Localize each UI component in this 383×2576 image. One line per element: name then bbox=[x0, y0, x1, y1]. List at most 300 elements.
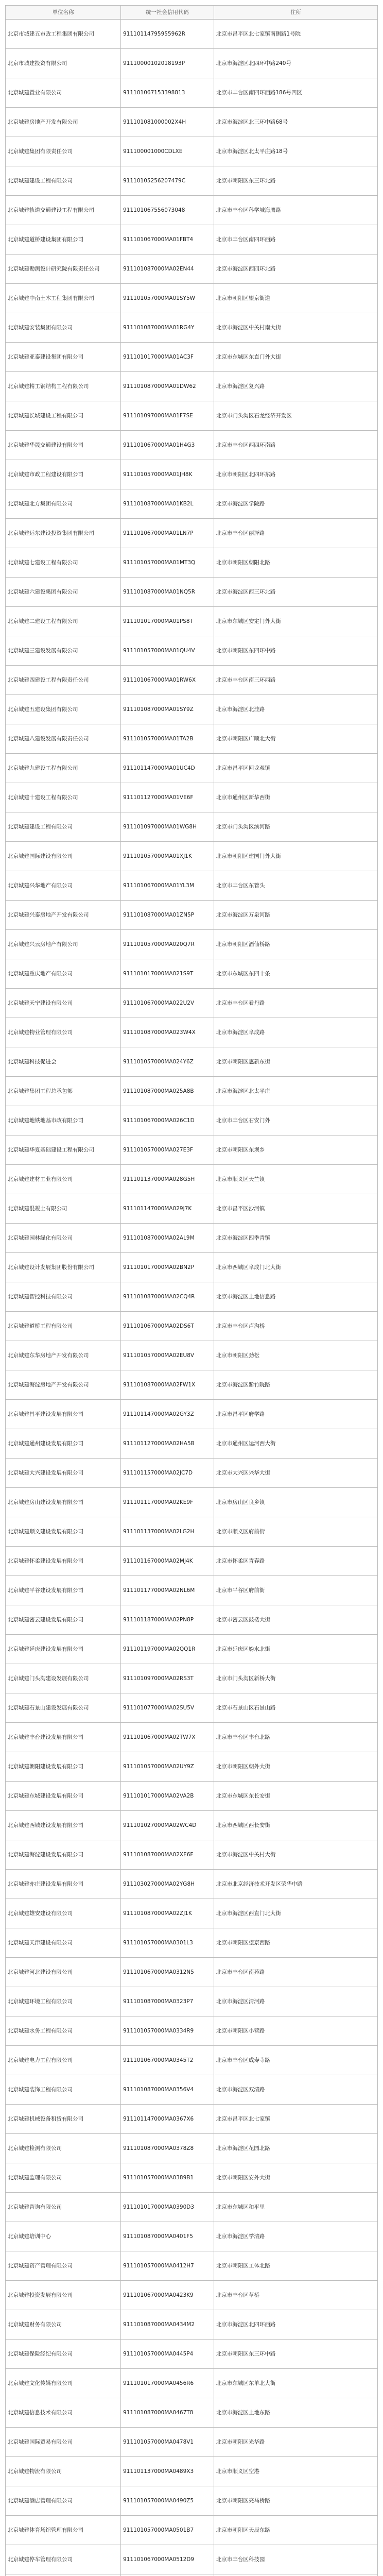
unit-table bbox=[5, 5, 378, 2576]
cell-unit-name: 北京城建勘测设计研究院有限责任公司 bbox=[6, 255, 121, 284]
cell-credit-code: 911101067000MA01LN7P bbox=[121, 519, 214, 548]
table-row bbox=[6, 2428, 378, 2457]
cell-unit-name: 北京城建房山建设发展有限公司 bbox=[6, 1488, 121, 1517]
cell-unit-name: 北京城建水务工程有限公司 bbox=[6, 2016, 121, 2046]
cell-address: 北京市朝阳区安外大街 bbox=[214, 2163, 377, 2193]
cell-address: 北京市朝阳区劲松 bbox=[214, 1341, 377, 1370]
table-row bbox=[6, 2457, 378, 2486]
cell-unit-name: 北京城建七建设工程有限公司 bbox=[6, 548, 121, 578]
table-row bbox=[6, 108, 378, 137]
cell-address: 北京市朝阳区小营路 bbox=[214, 2016, 377, 2046]
cell-unit-name: 北京城建酒店管理有限公司 bbox=[6, 2486, 121, 2516]
cell-credit-code: 911101087000MA01ZN5P bbox=[121, 901, 214, 930]
cell-address: 北京市海淀区清河路 bbox=[214, 1987, 377, 2016]
table-row bbox=[6, 2251, 378, 2281]
cell-address: 北京市朝阳区东三环中路 bbox=[214, 2340, 377, 2369]
cell-credit-code: 911101067000MA02TW7X bbox=[121, 1723, 214, 1752]
cell-unit-name: 北京城建安装集团有限公司 bbox=[6, 313, 121, 343]
table-row bbox=[6, 1282, 378, 1312]
cell-address: 北京市朝阳区东四环中路 bbox=[214, 636, 377, 666]
cell-unit-name: 北京城建朝阳建设发展有限公司 bbox=[6, 1752, 121, 1782]
cell-address: 北京市丰台区东管头 bbox=[214, 871, 377, 901]
cell-unit-name: 北京城建六建设集团有限公司 bbox=[6, 578, 121, 607]
cell-credit-code: 911101087000MA023W4X bbox=[121, 1018, 214, 1047]
cell-unit-name: 北京城建装饰工程有限公司 bbox=[6, 2075, 121, 2105]
cell-unit-name: 北京城建平谷建设发展有限公司 bbox=[6, 1576, 121, 1605]
cell-unit-name: 北京城建河北建设有限公司 bbox=[6, 1958, 121, 1987]
table-row bbox=[6, 2163, 378, 2193]
cell-unit-name: 北京城建地铁地基市政有限公司 bbox=[6, 1106, 121, 1136]
cell-address: 北京市丰台区丽泽路 bbox=[214, 519, 377, 548]
cell-address: 北京市海淀区学院路 bbox=[214, 489, 377, 519]
table-row bbox=[6, 196, 378, 225]
cell-address: 北京市丰台区南四环西路 bbox=[214, 225, 377, 255]
cell-credit-code: 911103027000MA02YG8H bbox=[121, 1870, 214, 1899]
cell-address: 北京市丰台区南苑路 bbox=[214, 1958, 377, 1987]
cell-credit-code: 911101017000MA02VA2B bbox=[121, 1782, 214, 1811]
table-row bbox=[6, 607, 378, 636]
cell-unit-name: 北京城建物业管理有限公司 bbox=[6, 1018, 121, 1047]
cell-address: 北京市丰台区南四环西路186号四区 bbox=[214, 78, 377, 108]
cell-credit-code: 911101127000MA02HA5B bbox=[121, 1429, 214, 1459]
cell-unit-name: 北京城建亦庄建设发展有限公司 bbox=[6, 1870, 121, 1899]
cell-address: 北京市朝阳区东坝乡 bbox=[214, 1136, 377, 1165]
cell-unit-name: 北京城建三建设发展有限公司 bbox=[6, 636, 121, 666]
table-row bbox=[6, 548, 378, 578]
cell-unit-name: 北京城建检测有限公司 bbox=[6, 2134, 121, 2163]
cell-address: 北京市密云区鼓楼大街 bbox=[214, 1605, 377, 1635]
cell-address: 北京市朝阳区东三环北路 bbox=[214, 166, 377, 196]
cell-credit-code: 911101087000MA02AL9M bbox=[121, 1224, 214, 1253]
cell-credit-code: 911101067000MA022U2V bbox=[121, 989, 214, 1018]
cell-address: 北京市北京经济技术开发区荣华中路 bbox=[214, 1870, 377, 1899]
cell-unit-name: 北京城建设计发展集团股份有限公司 bbox=[6, 1253, 121, 1282]
cell-credit-code: 911101087000MA0434M2 bbox=[121, 2310, 214, 2340]
cell-address: 北京市东城区和平里 bbox=[214, 2193, 377, 2222]
cell-address: 北京市东城区东长安街 bbox=[214, 1782, 377, 1811]
cell-credit-code: 911101097000MA01WG8H bbox=[121, 812, 214, 842]
cell-address: 北京市东城区东直门外大街 bbox=[214, 343, 377, 372]
table-row bbox=[6, 1811, 378, 1840]
table-row bbox=[6, 1047, 378, 1077]
cell-address: 北京市朝阳区惠新东街 bbox=[214, 1047, 377, 1077]
cell-address: 北京市海淀区北洼路 bbox=[214, 695, 377, 724]
cell-unit-name: 北京城建天宁建设有限公司 bbox=[6, 989, 121, 1018]
cell-credit-code: 911101187000MA02PN8P bbox=[121, 1605, 214, 1635]
cell-credit-code: 911101057000MA0389B1 bbox=[121, 2163, 214, 2193]
cell-address: 北京市朝阳区天辰东路 bbox=[214, 2516, 377, 2545]
cell-credit-code: 911101067000MA01FBT4 bbox=[121, 225, 214, 255]
table-row bbox=[6, 1635, 378, 1664]
cell-unit-name: 北京城建昌平建设发展有限公司 bbox=[6, 1400, 121, 1429]
cell-address: 北京市顺义区府前街 bbox=[214, 1517, 377, 1547]
cell-unit-name: 北京城建电力工程有限公司 bbox=[6, 2046, 121, 2075]
cell-credit-code: 911101087000MA01NQ5R bbox=[121, 578, 214, 607]
cell-address: 北京市石景山区石景山路 bbox=[214, 1693, 377, 1723]
cell-address: 北京市海淀区北三环中路68号 bbox=[214, 108, 377, 137]
table-row bbox=[6, 1077, 378, 1106]
cell-credit-code: 911101147000MA02GY3Z bbox=[121, 1400, 214, 1429]
cell-address: 北京市海淀区北太平庄路18号 bbox=[214, 137, 377, 166]
cell-address: 北京市海淀区西三环北路 bbox=[214, 578, 377, 607]
cell-address: 北京市西城区阜成门北大街 bbox=[214, 1253, 377, 1282]
cell-unit-name: 北京城建轨道交通建设工程有限公司 bbox=[6, 196, 121, 225]
table-row bbox=[6, 2310, 378, 2340]
cell-address: 北京市延庆区妫水北街 bbox=[214, 1635, 377, 1664]
cell-address: 北京市丰台区卢沟桥 bbox=[214, 1312, 377, 1341]
cell-credit-code: 911101067000MA0345T2 bbox=[121, 2046, 214, 2075]
cell-credit-code: 911101067153398813 bbox=[121, 78, 214, 108]
header-credit-code: 统一社会信用代码 bbox=[121, 6, 214, 20]
table-row bbox=[6, 2075, 378, 2105]
cell-address: 北京市丰台区草桥 bbox=[214, 2281, 377, 2310]
table-row bbox=[6, 372, 378, 401]
cell-unit-name: 北京城建九建设工程有限公司 bbox=[6, 754, 121, 783]
cell-credit-code: 911101017000MA0390D3 bbox=[121, 2193, 214, 2222]
cell-credit-code: 911101017000MA01AC3F bbox=[121, 343, 214, 372]
table-row bbox=[6, 2105, 378, 2134]
cell-address: 北京市海淀区复兴路 bbox=[214, 372, 377, 401]
cell-unit-name: 北京城建信息技术有限公司 bbox=[6, 2398, 121, 2428]
table-row bbox=[6, 1928, 378, 1958]
cell-address: 北京市海淀区双清路 bbox=[214, 2075, 377, 2105]
cell-address: 北京市海淀区西直门北大街 bbox=[214, 1899, 377, 1928]
cell-credit-code: 911101067000MA01H4G3 bbox=[121, 431, 214, 460]
cell-credit-code: 911101067000MA0312N5 bbox=[121, 1958, 214, 1987]
cell-unit-name: 北京城建资产管理有限公司 bbox=[6, 2251, 121, 2281]
table-row bbox=[6, 2340, 378, 2369]
cell-unit-name: 北京城建海淀建设发展有限公司 bbox=[6, 1840, 121, 1870]
cell-address: 北京市通州区运河西大街 bbox=[214, 1429, 377, 1459]
cell-unit-name: 北京城建环境工程有限公司 bbox=[6, 1987, 121, 2016]
cell-unit-name: 北京城建远东建设投资集团有限公司 bbox=[6, 519, 121, 548]
cell-credit-code: 911101057000MA01XJ1K bbox=[121, 842, 214, 871]
cell-address: 北京市丰台区成寿寺路 bbox=[214, 2046, 377, 2075]
cell-unit-name: 北京城建兴云房地产有限公司 bbox=[6, 930, 121, 959]
table-row bbox=[6, 1165, 378, 1194]
cell-unit-name: 北京城建国际建设有限公司 bbox=[6, 842, 121, 871]
cell-credit-code: 911101057000MA0412H7 bbox=[121, 2251, 214, 2281]
table-row bbox=[6, 1400, 378, 1429]
cell-address: 北京市朝阳区广顺北大街 bbox=[214, 724, 377, 754]
cell-credit-code: 911101057000MA0490Z5 bbox=[121, 2486, 214, 2516]
cell-address: 北京市海淀区四季青镇 bbox=[214, 1224, 377, 1253]
table-row bbox=[6, 812, 378, 842]
table-row bbox=[6, 431, 378, 460]
cell-address: 北京市东城区东单北大街 bbox=[214, 2369, 377, 2398]
cell-unit-name: 北京城建机械设备租赁有限公司 bbox=[6, 2105, 121, 2134]
table-row bbox=[6, 842, 378, 871]
table-row bbox=[6, 2016, 378, 2046]
cell-unit-name: 北京市城建五市政工程集团有限公司 bbox=[6, 20, 121, 49]
table-row bbox=[6, 2222, 378, 2251]
table-row bbox=[6, 1253, 378, 1282]
cell-address: 北京市朝阳区建国门外大街 bbox=[214, 842, 377, 871]
cell-unit-name: 北京城建东华房地产开发有限公司 bbox=[6, 1341, 121, 1370]
table-row bbox=[6, 401, 378, 431]
cell-unit-name: 北京城建顺义建设发展有限公司 bbox=[6, 1517, 121, 1547]
cell-unit-name: 北京城建雄安建设有限公司 bbox=[6, 1899, 121, 1928]
cell-address: 北京市通州区新华西街 bbox=[214, 783, 377, 812]
table-row bbox=[6, 1370, 378, 1400]
cell-credit-code: 911101087000MA02CQ4R bbox=[121, 1282, 214, 1312]
cell-address: 北京市平谷区府前街 bbox=[214, 1576, 377, 1605]
cell-address: 北京市昌平区北七家镇 bbox=[214, 2105, 377, 2134]
table-row bbox=[6, 901, 378, 930]
cell-credit-code: 911101177000MA02NL6M bbox=[121, 1576, 214, 1605]
cell-credit-code: 91110105256207479C bbox=[121, 166, 214, 196]
cell-address: 北京市东城区东四十条 bbox=[214, 959, 377, 989]
cell-credit-code: 911101147000MA01UC4D bbox=[121, 754, 214, 783]
table-row bbox=[6, 1723, 378, 1752]
cell-unit-name: 北京市城建投资有限公司 bbox=[6, 49, 121, 78]
cell-address: 北京市海淀区中关村大街 bbox=[214, 1840, 377, 1870]
cell-credit-code: 911101057000MA01JH8K bbox=[121, 460, 214, 489]
table-header-row bbox=[6, 6, 378, 20]
cell-credit-code: 911101057000MA02UY9Z bbox=[121, 1752, 214, 1782]
cell-credit-code: 911101137000MA0489X3 bbox=[121, 2457, 214, 2486]
cell-address: 北京市昌平区沙河镇 bbox=[214, 1194, 377, 1224]
cell-address: 北京市门头沟区滨河路 bbox=[214, 812, 377, 842]
cell-unit-name: 北京城建道桥工程有限公司 bbox=[6, 1312, 121, 1341]
cell-credit-code: 911101087000MA0378Z8 bbox=[121, 2134, 214, 2163]
cell-unit-name: 北京城建体育场馆管理有限公司 bbox=[6, 2516, 121, 2545]
cell-credit-code: 911101077000MA02SU5V bbox=[121, 1693, 214, 1723]
table-row bbox=[6, 1576, 378, 1605]
cell-credit-code: 911101147000MA029J7K bbox=[121, 1194, 214, 1224]
cell-unit-name: 北京城建建设工程有限公司 bbox=[6, 812, 121, 842]
header-address: 住所 bbox=[214, 6, 377, 20]
cell-credit-code: 911101057000MA01SY5W bbox=[121, 284, 214, 313]
cell-unit-name: 北京城建二建设工程有限公司 bbox=[6, 607, 121, 636]
cell-unit-name: 北京城建智控科技有限公司 bbox=[6, 1282, 121, 1312]
cell-address: 北京市丰台区西四环南路 bbox=[214, 431, 377, 460]
cell-credit-code: 911101087000MA01SY9Z bbox=[121, 695, 214, 724]
cell-unit-name: 北京城建亚泰建设集团有限公司 bbox=[6, 343, 121, 372]
cell-unit-name: 北京城建海淀房地产开发有限公司 bbox=[6, 1370, 121, 1400]
cell-credit-code: 911101127000MA01VE6F bbox=[121, 783, 214, 812]
cell-credit-code: 911101087000MA0356V4 bbox=[121, 2075, 214, 2105]
cell-credit-code: 911101157000MA02JC7D bbox=[121, 1459, 214, 1488]
table-row bbox=[6, 1664, 378, 1693]
table-row bbox=[6, 1987, 378, 2016]
cell-address: 北京市海淀区紫竹院路 bbox=[214, 1370, 377, 1400]
table-row bbox=[6, 724, 378, 754]
cell-unit-name: 北京城建园林绿化有限公司 bbox=[6, 1224, 121, 1253]
table-body bbox=[6, 20, 378, 2576]
cell-address: 北京市朝阳区亮马桥路 bbox=[214, 2486, 377, 2516]
cell-credit-code: 911101057000MA0501B7 bbox=[121, 2516, 214, 2545]
cell-unit-name: 北京城建中南土木工程集团有限公司 bbox=[6, 284, 121, 313]
table-row bbox=[6, 578, 378, 607]
cell-unit-name: 北京城建精工钢结构工程有限公司 bbox=[6, 372, 121, 401]
cell-credit-code: 911101017000MA02BN2P bbox=[121, 1253, 214, 1282]
cell-credit-code: 911101057000MA01QU4V bbox=[121, 636, 214, 666]
cell-unit-name: 北京城建东城建设发展有限公司 bbox=[6, 1782, 121, 1811]
cell-credit-code: 911101087000MA01DW62 bbox=[121, 372, 214, 401]
table-row bbox=[6, 959, 378, 989]
cell-credit-code: 911101067000MA0423K9 bbox=[121, 2281, 214, 2310]
table-row bbox=[6, 1224, 378, 1253]
cell-unit-name: 北京城建重庆地产有限公司 bbox=[6, 959, 121, 989]
table-row bbox=[6, 2545, 378, 2574]
cell-unit-name: 北京城建物流有限公司 bbox=[6, 2457, 121, 2486]
cell-credit-code: 911101087000MA0467T8 bbox=[121, 2398, 214, 2428]
table-row bbox=[6, 284, 378, 313]
cell-credit-code: 911101087000MA025A8B bbox=[121, 1077, 214, 1106]
cell-unit-name: 北京城建科技促进会 bbox=[6, 1047, 121, 1077]
cell-address: 北京市丰台区丰台北路 bbox=[214, 1723, 377, 1752]
table-row bbox=[6, 989, 378, 1018]
cell-credit-code: 911101057000MA0301L3 bbox=[121, 1928, 214, 1958]
table-row bbox=[6, 460, 378, 489]
cell-credit-code: 911101087000MA01RG4Y bbox=[121, 313, 214, 343]
table-row bbox=[6, 2046, 378, 2075]
cell-address: 北京市大兴区兴华大街 bbox=[214, 1459, 377, 1488]
cell-credit-code: 91110000102018193P bbox=[121, 49, 214, 78]
cell-address: 北京市房山区良乡镇 bbox=[214, 1488, 377, 1517]
cell-unit-name: 北京城建怀柔建设发展有限公司 bbox=[6, 1547, 121, 1576]
table-row bbox=[6, 1958, 378, 1987]
cell-credit-code: 911101087000MA02EN44 bbox=[121, 255, 214, 284]
cell-unit-name: 北京城建八建设发展有限责任公司 bbox=[6, 724, 121, 754]
table-row bbox=[6, 2193, 378, 2222]
cell-credit-code: 911101097000MA02RS3T bbox=[121, 1664, 214, 1693]
cell-credit-code: 911101057000MA024Y6Z bbox=[121, 1047, 214, 1077]
cell-unit-name: 北京城建市政工程建设有限公司 bbox=[6, 460, 121, 489]
table-row bbox=[6, 1341, 378, 1370]
table-row bbox=[6, 1693, 378, 1723]
table-row bbox=[6, 1136, 378, 1165]
cell-unit-name: 北京城建咨询有限公司 bbox=[6, 2193, 121, 2222]
table-row bbox=[6, 255, 378, 284]
cell-unit-name: 北京城建四建设工程有限责任公司 bbox=[6, 666, 121, 695]
cell-credit-code: 911101017000MA0456R6 bbox=[121, 2369, 214, 2398]
cell-unit-name: 北京城建长城建设工程有限公司 bbox=[6, 401, 121, 431]
cell-credit-code: 911101057000MA027E3F bbox=[121, 1136, 214, 1165]
cell-address: 北京市海淀区上地信息路 bbox=[214, 1282, 377, 1312]
cell-unit-name: 北京城建财务有限公司 bbox=[6, 2310, 121, 2340]
cell-unit-name: 北京城建投资发展有限公司 bbox=[6, 2281, 121, 2310]
cell-unit-name: 北京城建石景山建设发展有限公司 bbox=[6, 1693, 121, 1723]
cell-credit-code: 911101067000MA01YL3M bbox=[121, 871, 214, 901]
table-row bbox=[6, 1870, 378, 1899]
cell-unit-name: 北京城建停车管理有限公司 bbox=[6, 2545, 121, 2574]
cell-credit-code: 911101067000MA01RW6X bbox=[121, 666, 214, 695]
cell-unit-name: 北京城建通州建设发展有限公司 bbox=[6, 1429, 121, 1459]
cell-address: 北京市朝阳区酒仙桥路 bbox=[214, 930, 377, 959]
cell-credit-code: 911101087000MA02FW1X bbox=[121, 1370, 214, 1400]
cell-credit-code: 911101117000MA02KE9F bbox=[121, 1488, 214, 1517]
table-row bbox=[6, 1018, 378, 1047]
cell-address: 北京市昌平区北七家镇南侧路1号院 bbox=[214, 20, 377, 49]
table-row bbox=[6, 2134, 378, 2163]
cell-address: 北京市丰台区南三环西路 bbox=[214, 666, 377, 695]
cell-unit-name: 北京城建置业有限公司 bbox=[6, 78, 121, 108]
table-row bbox=[6, 2516, 378, 2545]
cell-credit-code: 911100001000CDLXE bbox=[121, 137, 214, 166]
table-row bbox=[6, 1106, 378, 1136]
cell-credit-code: 911101017000MA021S9T bbox=[121, 959, 214, 989]
cell-unit-name: 北京城建房地产开发有限公司 bbox=[6, 108, 121, 137]
cell-credit-code: 911101067000MA026C1D bbox=[121, 1106, 214, 1136]
table-row bbox=[6, 519, 378, 548]
cell-address: 北京市怀柔区青春路 bbox=[214, 1547, 377, 1576]
cell-credit-code: 911101087000MA02ZJ1K bbox=[121, 1899, 214, 1928]
table-row bbox=[6, 1547, 378, 1576]
cell-credit-code: 911101057000MA0478V1 bbox=[121, 2428, 214, 2457]
table-row bbox=[6, 166, 378, 196]
table-row bbox=[6, 313, 378, 343]
cell-unit-name: 北京城建兴泰房地产开发有限公司 bbox=[6, 901, 121, 930]
table-row bbox=[6, 1429, 378, 1459]
cell-unit-name: 北京城建混凝土有限公司 bbox=[6, 1194, 121, 1224]
table-row bbox=[6, 489, 378, 519]
table-row bbox=[6, 1899, 378, 1928]
cell-credit-code: 911101057000MA01TA2B bbox=[121, 724, 214, 754]
cell-credit-code: 911101057000MA02EU8V bbox=[121, 1341, 214, 1370]
cell-credit-code: 911101067000MA0512D9 bbox=[121, 2545, 214, 2574]
cell-credit-code: 911101087000MA01KB2L bbox=[121, 489, 214, 519]
cell-address: 北京市朝阳区朝外大街 bbox=[214, 1752, 377, 1782]
table-row bbox=[6, 1194, 378, 1224]
cell-address: 北京市东城区安定门外大街 bbox=[214, 607, 377, 636]
cell-credit-code: 911101167000MA02MJ4K bbox=[121, 1547, 214, 1576]
cell-credit-code: 911101137000MA02LG2H bbox=[121, 1517, 214, 1547]
table-row bbox=[6, 78, 378, 108]
cell-address: 北京市丰台区科技园 bbox=[214, 2545, 377, 2574]
cell-credit-code: 91110114795955962R bbox=[121, 20, 214, 49]
cell-address: 北京市顺义区天竺镇 bbox=[214, 1165, 377, 1194]
cell-address: 北京市昌平区回龙观镇 bbox=[214, 754, 377, 783]
cell-address: 北京市海淀区花园北路 bbox=[214, 2134, 377, 2163]
cell-unit-name: 北京城建文化传媒有限公司 bbox=[6, 2369, 121, 2398]
cell-address: 北京市朝阳区望京街道 bbox=[214, 284, 377, 313]
cell-address: 北京市海淀区阜成路 bbox=[214, 1018, 377, 1047]
table-row bbox=[6, 137, 378, 166]
cell-unit-name: 北京城建建材工业有限公司 bbox=[6, 1165, 121, 1194]
cell-credit-code: 911101017000MA01PS8T bbox=[121, 607, 214, 636]
cell-credit-code: 911101067556073048 bbox=[121, 196, 214, 225]
cell-unit-name: 北京城建延庆建设发展有限公司 bbox=[6, 1635, 121, 1664]
table-row bbox=[6, 2281, 378, 2310]
cell-address: 北京市朝阳区工体北路 bbox=[214, 2251, 377, 2281]
header-unit-name: 单位名称 bbox=[6, 6, 121, 20]
cell-credit-code: 911101057000MA0445P4 bbox=[121, 2340, 214, 2369]
table-row bbox=[6, 49, 378, 78]
cell-address: 北京市海淀区北四环西路 bbox=[214, 2310, 377, 2340]
cell-address: 北京市朝阳区望京西路 bbox=[214, 1928, 377, 1958]
table-row bbox=[6, 20, 378, 49]
cell-unit-name: 北京城建大兴建设发展有限公司 bbox=[6, 1459, 121, 1488]
cell-credit-code: 911101087000MA0323P7 bbox=[121, 1987, 214, 2016]
cell-credit-code: 911101097000MA01F7SE bbox=[121, 401, 214, 431]
cell-address: 北京市丰台区看丹路 bbox=[214, 989, 377, 1018]
cell-address: 北京市朝阳区光华路 bbox=[214, 2428, 377, 2457]
cell-unit-name: 北京城建道桥建设集团有限公司 bbox=[6, 225, 121, 255]
cell-address: 北京市朝阳区朝阳北路 bbox=[214, 548, 377, 578]
cell-credit-code: 911101087000MA02XE6F bbox=[121, 1840, 214, 1870]
cell-unit-name: 北京城建华晟交通建设有限公司 bbox=[6, 431, 121, 460]
table-row bbox=[6, 666, 378, 695]
cell-credit-code: 911101137000MA028G5H bbox=[121, 1165, 214, 1194]
table-row bbox=[6, 1312, 378, 1341]
cell-address: 北京市丰台区科学城海鹰路 bbox=[214, 196, 377, 225]
cell-address: 北京市门头沟区石龙经济开发区 bbox=[214, 401, 377, 431]
cell-unit-name: 北京城建建设工程有限公司 bbox=[6, 166, 121, 196]
cell-unit-name: 北京城建保险经纪有限公司 bbox=[6, 2340, 121, 2369]
cell-unit-name: 北京城建丰台建设发展有限公司 bbox=[6, 1723, 121, 1752]
